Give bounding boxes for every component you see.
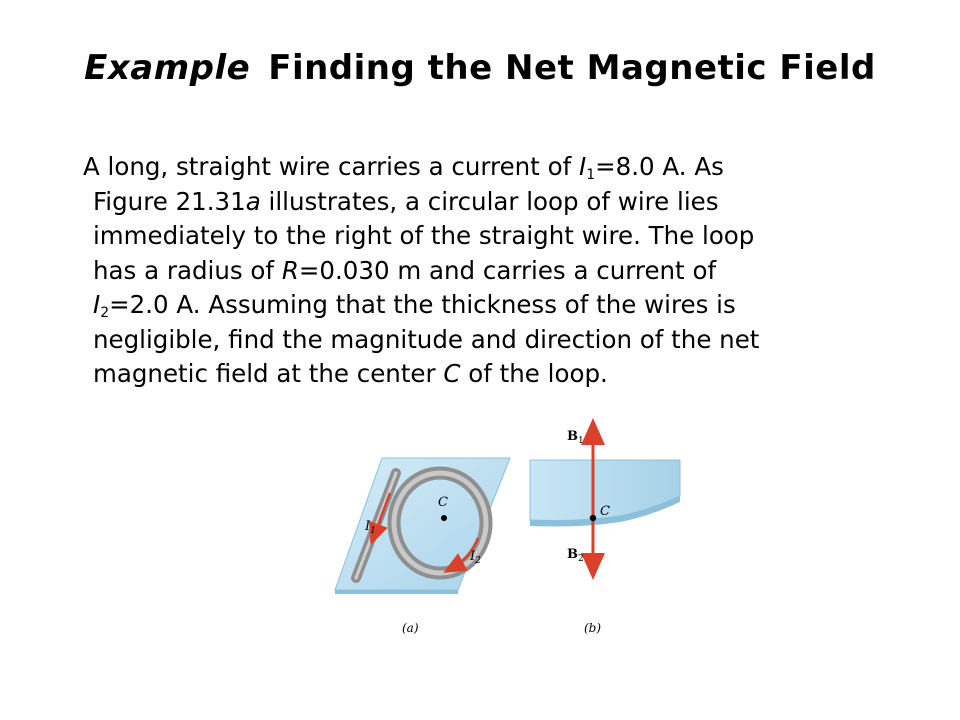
figure-b [530,429,680,635]
problem-line: immediately to the right of the straight wire. The loop [93,221,755,250]
text-run: A long, straight wire carries a current of [83,152,579,181]
variable-r: R [281,255,299,285]
text-run: has a radius of [93,255,282,285]
variable-i1: I [578,152,587,181]
subscript: 2 [100,305,110,321]
problem-line [93,359,608,388]
plane-a-edge [335,590,458,594]
current2-label: $I_2$ [470,549,481,566]
text-run: =2.0 A. Assuming that the thickness of the wires is [109,290,736,319]
figure-label-b: (b) [584,621,602,635]
problem-statement [83,150,923,392]
field1-label: $B_1$ [567,429,584,446]
title-example-label: Example [84,48,251,88]
slide-title [0,48,960,88]
figure-label-a: (a) [402,621,419,635]
problem-line [93,187,718,216]
center-point-b [590,515,596,521]
problem-line [93,256,716,285]
center-label-a: C [438,495,448,510]
magnetic-field-figure [330,418,690,648]
title-main-text: Finding the Net Magnetic Field [268,48,876,88]
problem-line [83,152,724,181]
text-run: magnetic field at the center [93,359,444,388]
figure-part-a: a [245,186,261,216]
field2-label: $B_2$ [567,547,584,564]
variable-i2: I [93,290,101,319]
text-run: =8.0 A. As [595,152,724,181]
problem-line: negligible, find the magnitude and direction of the net [93,324,760,354]
text-run: illustrates, a circular loop of wire lies [260,186,719,216]
text-run: Figure 21.31 [93,186,246,216]
text-run: =0.030 m and carries a current of [298,255,717,285]
center-label-b: C [600,504,610,519]
text-run: of the loop. [460,359,608,388]
subscript: 1 [586,167,596,183]
figure-a [335,458,510,635]
problem-line [93,290,736,319]
center-point-a [441,515,447,521]
current1-label: $I_1$ [365,519,376,536]
variable-c: C [443,359,461,388]
